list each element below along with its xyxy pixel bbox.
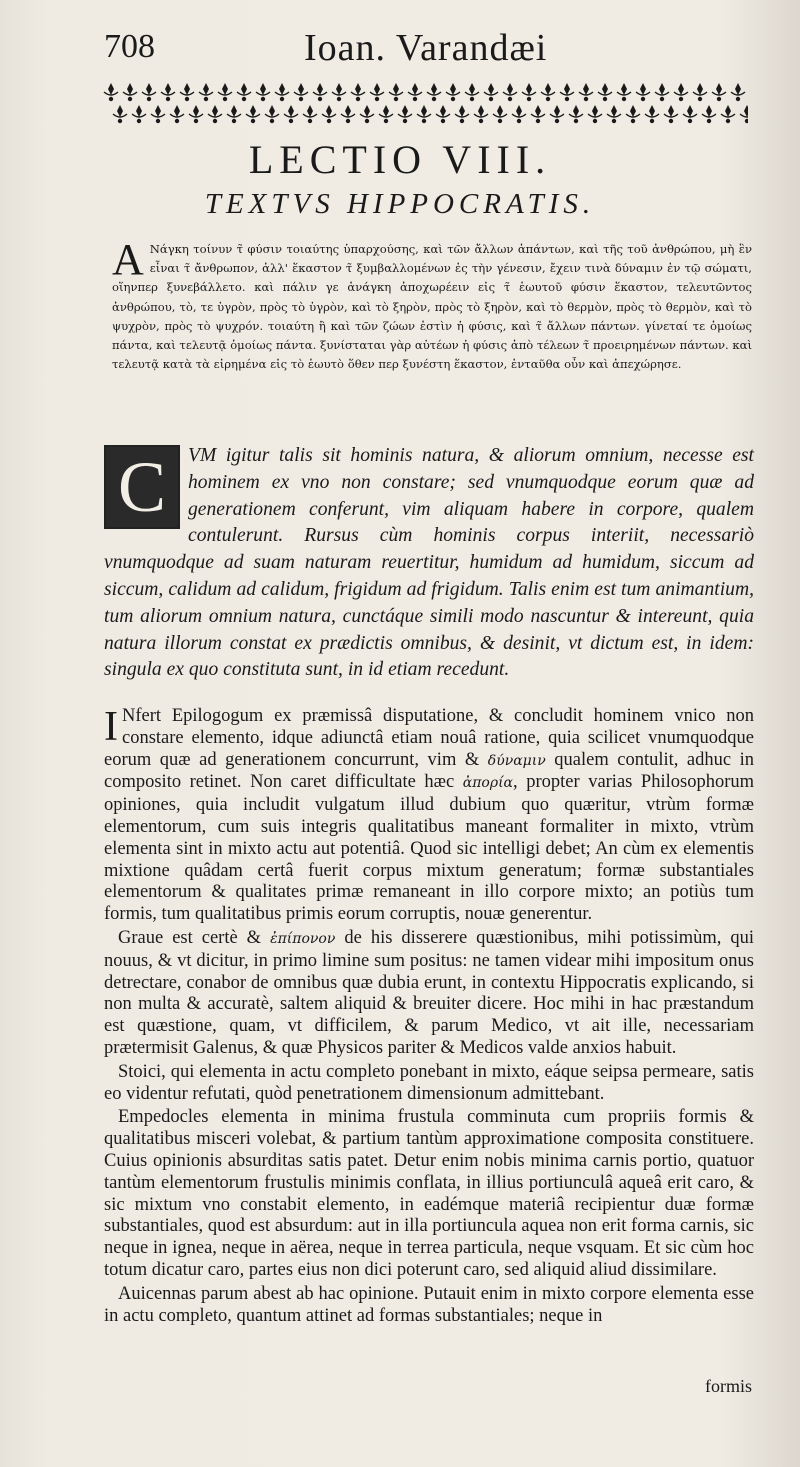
commentary-text: qualem contulit, adhuc in composito retinet. Non caret difficultate hæc bbox=[104, 749, 754, 793]
commentary-text: Empedocles elementa in minima frustula comminuta cum propriis formis & qualitatibus misceri volebat, & partium tantùm approximatione composita constituere. Cuius opinionis absurditas satis patet. Detur enim nobis minima carnis portio, quatuor tantùm elementorum frustulis minimis conflata, in illius portiunculâ aqueâ erit caro, & sic mixtum vno constabit elemento, in eadémque materiâ recipientur duæ formæ substantiales, quod est absurdum: aut in illa portiuncula aquea non erit forma carnis, sic neque in ignea, neque in aërea, neque in terrea particula, neque vsquam. Et sic cùm hoc totum dicatur caro, partes eius non dici poterunt caro, sed aliquid aliud dissimilare. bbox=[104, 1107, 754, 1280]
greek-word: ἀπορία bbox=[462, 775, 514, 792]
commentary-text: Graue est certè & bbox=[118, 927, 271, 948]
commentary-text: , propter varias Philosophorum opiniones, quia includit vulgatum illud dubium quo quæritur, vtrùm formæ elementorum, cum suis integris qualitatibus maneant formaliter in mixto, vtrùm elementa sint in mixto actu aut potentiâ. Quod sic intelligi debet; An cùm ex elementis mixtione quâdam certâ fuerit corpus mixtum generatum; formæ substantiales elementorum & qualitates primæ remaneant in illo corpore mixto; an potiùs tum formis, tum qualitatibus primis eorum corruptis, nouæ generentur. bbox=[104, 772, 754, 925]
commentary-paragraph bbox=[104, 1284, 754, 1328]
commentary-paragraph bbox=[104, 928, 754, 1060]
commentary-text: Auicennas parum abest ab hac opinione. Putauit enim in mixto corpore elementa esse in actu completo, quantum attinet ad formas substantiales; neque in bbox=[104, 1283, 754, 1326]
catchword: formis bbox=[705, 1376, 752, 1396]
greek-text: Νάγκη τοίνυν τ̃ φύσιν τοιαύτης ὑπαρχούσης, καὶ τῶν ἄλλων ἁπάντων, καὶ τῆς τοῦ ἀνθρώπου, μὴ ἓν εἶναι τ̃ ἄνθρωπον, ἀλλ' ἕκαστον τ̃ ξυμβαλλομένων ἐς τὴν γένεσιν, ἔχειν τινὰ δύναμιν ἐν τῷ σώματι, οἵηνπερ ξυνεβάλλετο. καὶ πάλιν γε ἀνάγκη ἀποχωρέειν εἰς τ̃ ἑωυτοῦ φύσιν ἕκαστον, τελευτῶντος ἀνθρώπου, τὸ, τε ὑγρὸν, πρὸς τὸ ὑγρὸν, καὶ τὸ ξηρὸν, πρὸς τὸ ξηρὸν, καὶ τὸ θερμὸν, πρὸς τὸ θερμὸν, καὶ τὸ ψυχρὸν, πρὸς τὸ ψυχρόν. τοιαύτη ἢ καὶ τῶν ζώων ἐστὶν ἡ φύσις, καὶ τ̃ ἄλλων πάντων. γίνεταί τε ὁμοίως πάντα, καὶ τελευτᾷ ὁμοίως πάντα. ξυνίσταται γὰρ αὐτέων ἡ φύσις ἀπὸ τέλεων τ̃ προειρημένων πάντων. καὶ τελευτᾷ κατὰ τὰ εἰρημένα εἰς τὸ ἑωυτὸ ὅθεν περ ξυνέστη ἕκαστον, ἐνταῦθα οὖν καὶ ἀπεχώρησε. bbox=[112, 242, 752, 372]
commentary-text: de his disserere quæstionibus, mihi potissimùm, qui nouus, & vt dicitur, in primo limine sum positus: ne tamen videar mihi impositum onus detrectare, conabor de omnibus quæ dubia erunt, in contextu Hippocratis explicando, si non multa & accuratè, saltem aliquid & breuiter dicere. Hoc mihi in hac præstandum est quæstione, quam, vt difficilem, & parum Medico, vt ait ille, necessariam prætermisit Galenus, & quæ Physicos pariter & Medicos valde anxios habuit. bbox=[104, 927, 754, 1058]
commentary-text: Nfert Epilogogum ex præmissâ disputatione, & concludit hominem vnico non constare elemento, idque adiunctâ etiam nouâ ratione, quia scilicet vnumquodque eorum quæ ad generationem concurrunt, vim & bbox=[104, 706, 754, 770]
commentary-text: Stoici, qui elementa in actu completo ponebant in mixto, eáque seipsa permeare, satis eo videntur refutati, quòd penetrationem dimensionum admittebant. bbox=[104, 1061, 754, 1104]
greek-initial-letter: A bbox=[112, 235, 144, 284]
decorative-border-ornament bbox=[98, 80, 748, 126]
latin-translation-text: VM igitur talis sit hominis natura, & aliorum omnium, necesse est hominem ex vno non constare; sed vnumquodque eorum quæ ad generationem conferunt, vim aliquam habere in corpore, qualem contulerunt. Rursus cùm hominis corpus interiit, necessariò vnumquodque ad suam naturam reuertitur, humidum ad humidum, siccum ad siccum, calidum ad calidum, frigidum ad frigidum. Talis enim est tum animantium, tum aliorum omnium natura, cunctáque simili modo nascuntur & intereunt, quia natura illorum constat ex prædictis omnibus, & desinit, vt dictum est, in idem: singula ex quo constituta sunt, in id etiam recedunt. bbox=[104, 445, 754, 681]
page-header bbox=[104, 22, 764, 72]
lectio-title: LECTIO VIII. bbox=[248, 137, 552, 182]
textus-title: TEXTVS HIPPOCRATIS. bbox=[204, 188, 596, 220]
running-head: Ioan. Varandæi bbox=[304, 27, 548, 69]
drop-cap-letter: C bbox=[117, 446, 167, 527]
latin-translation-block bbox=[104, 443, 754, 684]
commentary-paragraph bbox=[104, 1107, 754, 1281]
commentary-block bbox=[104, 706, 754, 1329]
greek-text-block bbox=[112, 235, 752, 374]
commentary-initial: I bbox=[104, 704, 118, 750]
greek-word: δύναμιν bbox=[487, 752, 546, 769]
commentary-paragraph bbox=[104, 1062, 754, 1106]
greek-word: ἐπίπονον bbox=[270, 930, 336, 947]
commentary-paragraph bbox=[104, 706, 754, 926]
page-number: 708 bbox=[104, 28, 155, 65]
ornamental-drop-cap bbox=[104, 445, 180, 529]
